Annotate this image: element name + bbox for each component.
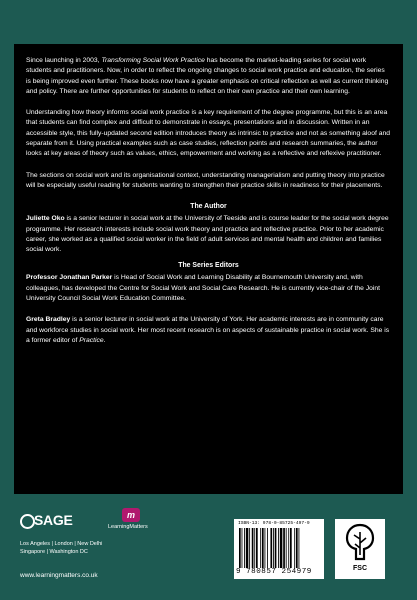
editor-2-name: Greta Bradley <box>26 316 71 324</box>
author-bio: Juliette Oko is a senior lecturer in social work at the University of Teeside and is course leader for the social work degree programme. Her research interests include social work theory and practice and reflective practice. Prior to her academic career, she worked as a qualified social worker in the field of adult services and mental health and children and families social work. <box>26 215 389 254</box>
editor-1-name: Professor Jonathan Parker <box>26 274 113 282</box>
fsc-logo-block <box>335 519 385 579</box>
sage-circle-mark <box>20 514 35 529</box>
learning-matters-mark: m <box>122 508 140 522</box>
isbn-label: ISBN-13: 978-0-85725-497-9 <box>238 521 310 526</box>
editor-2-bio: Greta Bradley is a senior lecturer in social work at the University of York. Her academic interests are in community care and workforce studies in social work. Her most recent research is on aspects of sustainable practice in social work. She is a former editor of Practice. <box>26 316 390 344</box>
publisher-cities: Los Angeles | London | New Delhi Singapore | Washington DC <box>20 541 103 555</box>
barcode-block <box>234 519 324 579</box>
learning-matters-wordmark: LearningMatters <box>108 524 148 530</box>
intro-paragraph-3: The sections on social work and its organisational context, understanding managerialism and putting theory into practice will be especially useful reading for students wanting to strengthen their practice skills in readiness for their placements. <box>26 171 385 189</box>
sage-wordmark: SAGE <box>34 512 73 528</box>
back-cover-text-panel <box>14 44 403 494</box>
author-heading: The Author <box>190 203 227 211</box>
author-name: Juliette Oko <box>26 215 65 223</box>
barcode-icon <box>238 528 320 568</box>
isbn-number: 9 780857 254979 <box>236 568 312 576</box>
intro-paragraph-2: Understanding how theory informs social work practice is a key requirement of the degree programme, but this is an area that students can find complex and difficult to demonstrate in essays, presentations and in discussion. Written in an accessible style, this fully-updated second edition introduces theory as intrinsic to practice and not as something aloof and separate from it. Using practical examples such as case studies, reflection points and research summaries, the author looks at key areas of theory such as values, ethics, empowerment and working as a reflective and reflexive practitioner. <box>26 109 390 158</box>
intro-paragraph-1: Since launching in 2003, Transforming Social Work Practice has become the market-leading series for social work students and practitioners. Now, in order to reflect the ongoing changes to social work practice and education, the series is being improved even further. These books now have a greater emphasis on critical reflection as well as current thinking and policy. There are further opportunities for students to reflect on their own practice and their own learning. <box>26 57 389 95</box>
editor-1-bio: Professor Jonathan Parker is Head of Social Work and Learning Disability at Bournemouth University and, with colleagues, has developed the Centre for Social Work and Social Care Research. He is currently vice-chair of the Joint University Council Social Work Education Committee. <box>26 274 381 303</box>
editors-heading: The Series Editors <box>178 262 239 270</box>
fsc-label: FSC <box>353 565 367 572</box>
publisher-website: www.learningmatters.co.uk <box>20 572 98 579</box>
series-title: Transforming Social Work Practice <box>101 57 205 64</box>
learning-matters-logo-icon <box>108 508 156 536</box>
fsc-tree-icon <box>335 519 385 565</box>
